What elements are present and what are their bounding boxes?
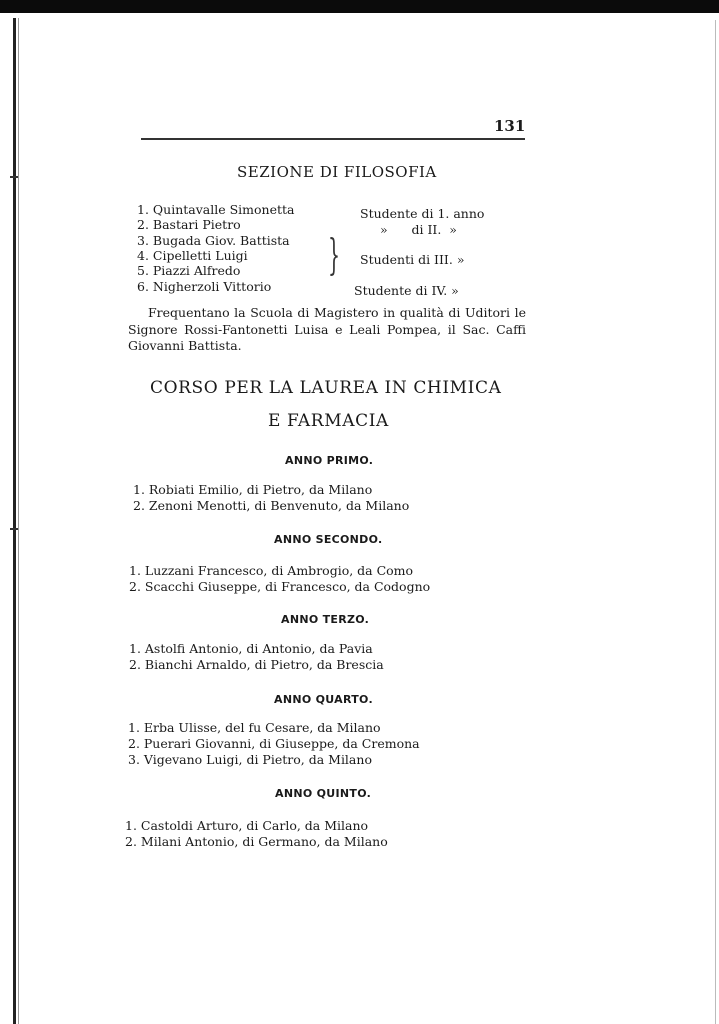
scan-top-border (0, 0, 719, 13)
brace-glyph: } (328, 230, 341, 279)
list-item: 1. Quintavalle Simonetta (137, 202, 295, 217)
section-title-chemistry: CORSO PER LA LAUREA IN CHIMICA (150, 378, 502, 398)
list-item: 6. Nigherzoli Vittorio (137, 279, 272, 294)
scan-left-edge-line (18, 18, 19, 1024)
list-item: 2. Bastari Pietro (137, 217, 241, 232)
edge-tick (10, 528, 18, 530)
scan-right-edge (715, 20, 716, 1024)
year-heading: ANNO QUARTO. (274, 693, 373, 706)
year-heading: ANNO QUINTO. (275, 787, 372, 800)
year-heading: ANNO TERZO. (281, 613, 370, 626)
edge-tick (10, 176, 18, 178)
list-item: 1. Erba Ulisse, del fu Cesare, da Milano (128, 720, 381, 735)
scan-left-edge (13, 18, 16, 1024)
list-item: 1. Robiati Emilio, di Pietro, da Milano (133, 482, 373, 497)
auditors-paragraph (128, 305, 526, 355)
paragraph-text: Frequentano la Scuola di Magistero in qualità di Uditori le Signore Rossi-Fantonetti Luisa e Leali Pompea, il Sac. Caffi Giovanni Battista. (128, 305, 526, 353)
year-heading: ANNO PRIMO. (285, 454, 374, 467)
header-rule (141, 138, 525, 140)
page-number: 131 (494, 117, 526, 135)
list-item: 5. Piazzi Alfredo (137, 263, 241, 278)
year-heading: ANNO SECONDO. (274, 533, 383, 546)
list-item: 2. Zenoni Menotti, di Benvenuto, da Milano (133, 498, 410, 513)
year-note: Studenti di III. » (360, 252, 465, 267)
list-item: 2. Bianchi Arnaldo, di Pietro, da Brescia (129, 657, 384, 672)
list-item: 4. Cipelletti Luigi (137, 248, 248, 263)
year-note: Studente di 1. anno (360, 206, 485, 221)
list-item: 3. Bugada Giov. Battista (137, 233, 290, 248)
year-note: » di II. » (380, 222, 457, 237)
section-title-chemistry-line2: E FARMACIA (268, 411, 389, 431)
list-item: 1. Castoldi Arturo, di Carlo, da Milano (125, 818, 369, 833)
list-item: 1. Astolfi Antonio, di Antonio, da Pavia (129, 641, 373, 656)
list-item: 2. Scacchi Giuseppe, di Francesco, da Codogno (129, 579, 431, 594)
list-item: 2. Milani Antonio, di Germano, da Milano (125, 834, 388, 849)
list-item: 1. Luzzani Francesco, di Ambrogio, da Como (129, 563, 414, 578)
list-item: 3. Vigevano Luigi, di Pietro, da Milano (128, 752, 372, 767)
section-title-philosophy: SEZIONE DI FILOSOFIA (237, 163, 437, 181)
year-note: Studente di IV. » (354, 283, 459, 298)
list-item: 2. Puerari Giovanni, di Giuseppe, da Cremona (128, 736, 420, 751)
